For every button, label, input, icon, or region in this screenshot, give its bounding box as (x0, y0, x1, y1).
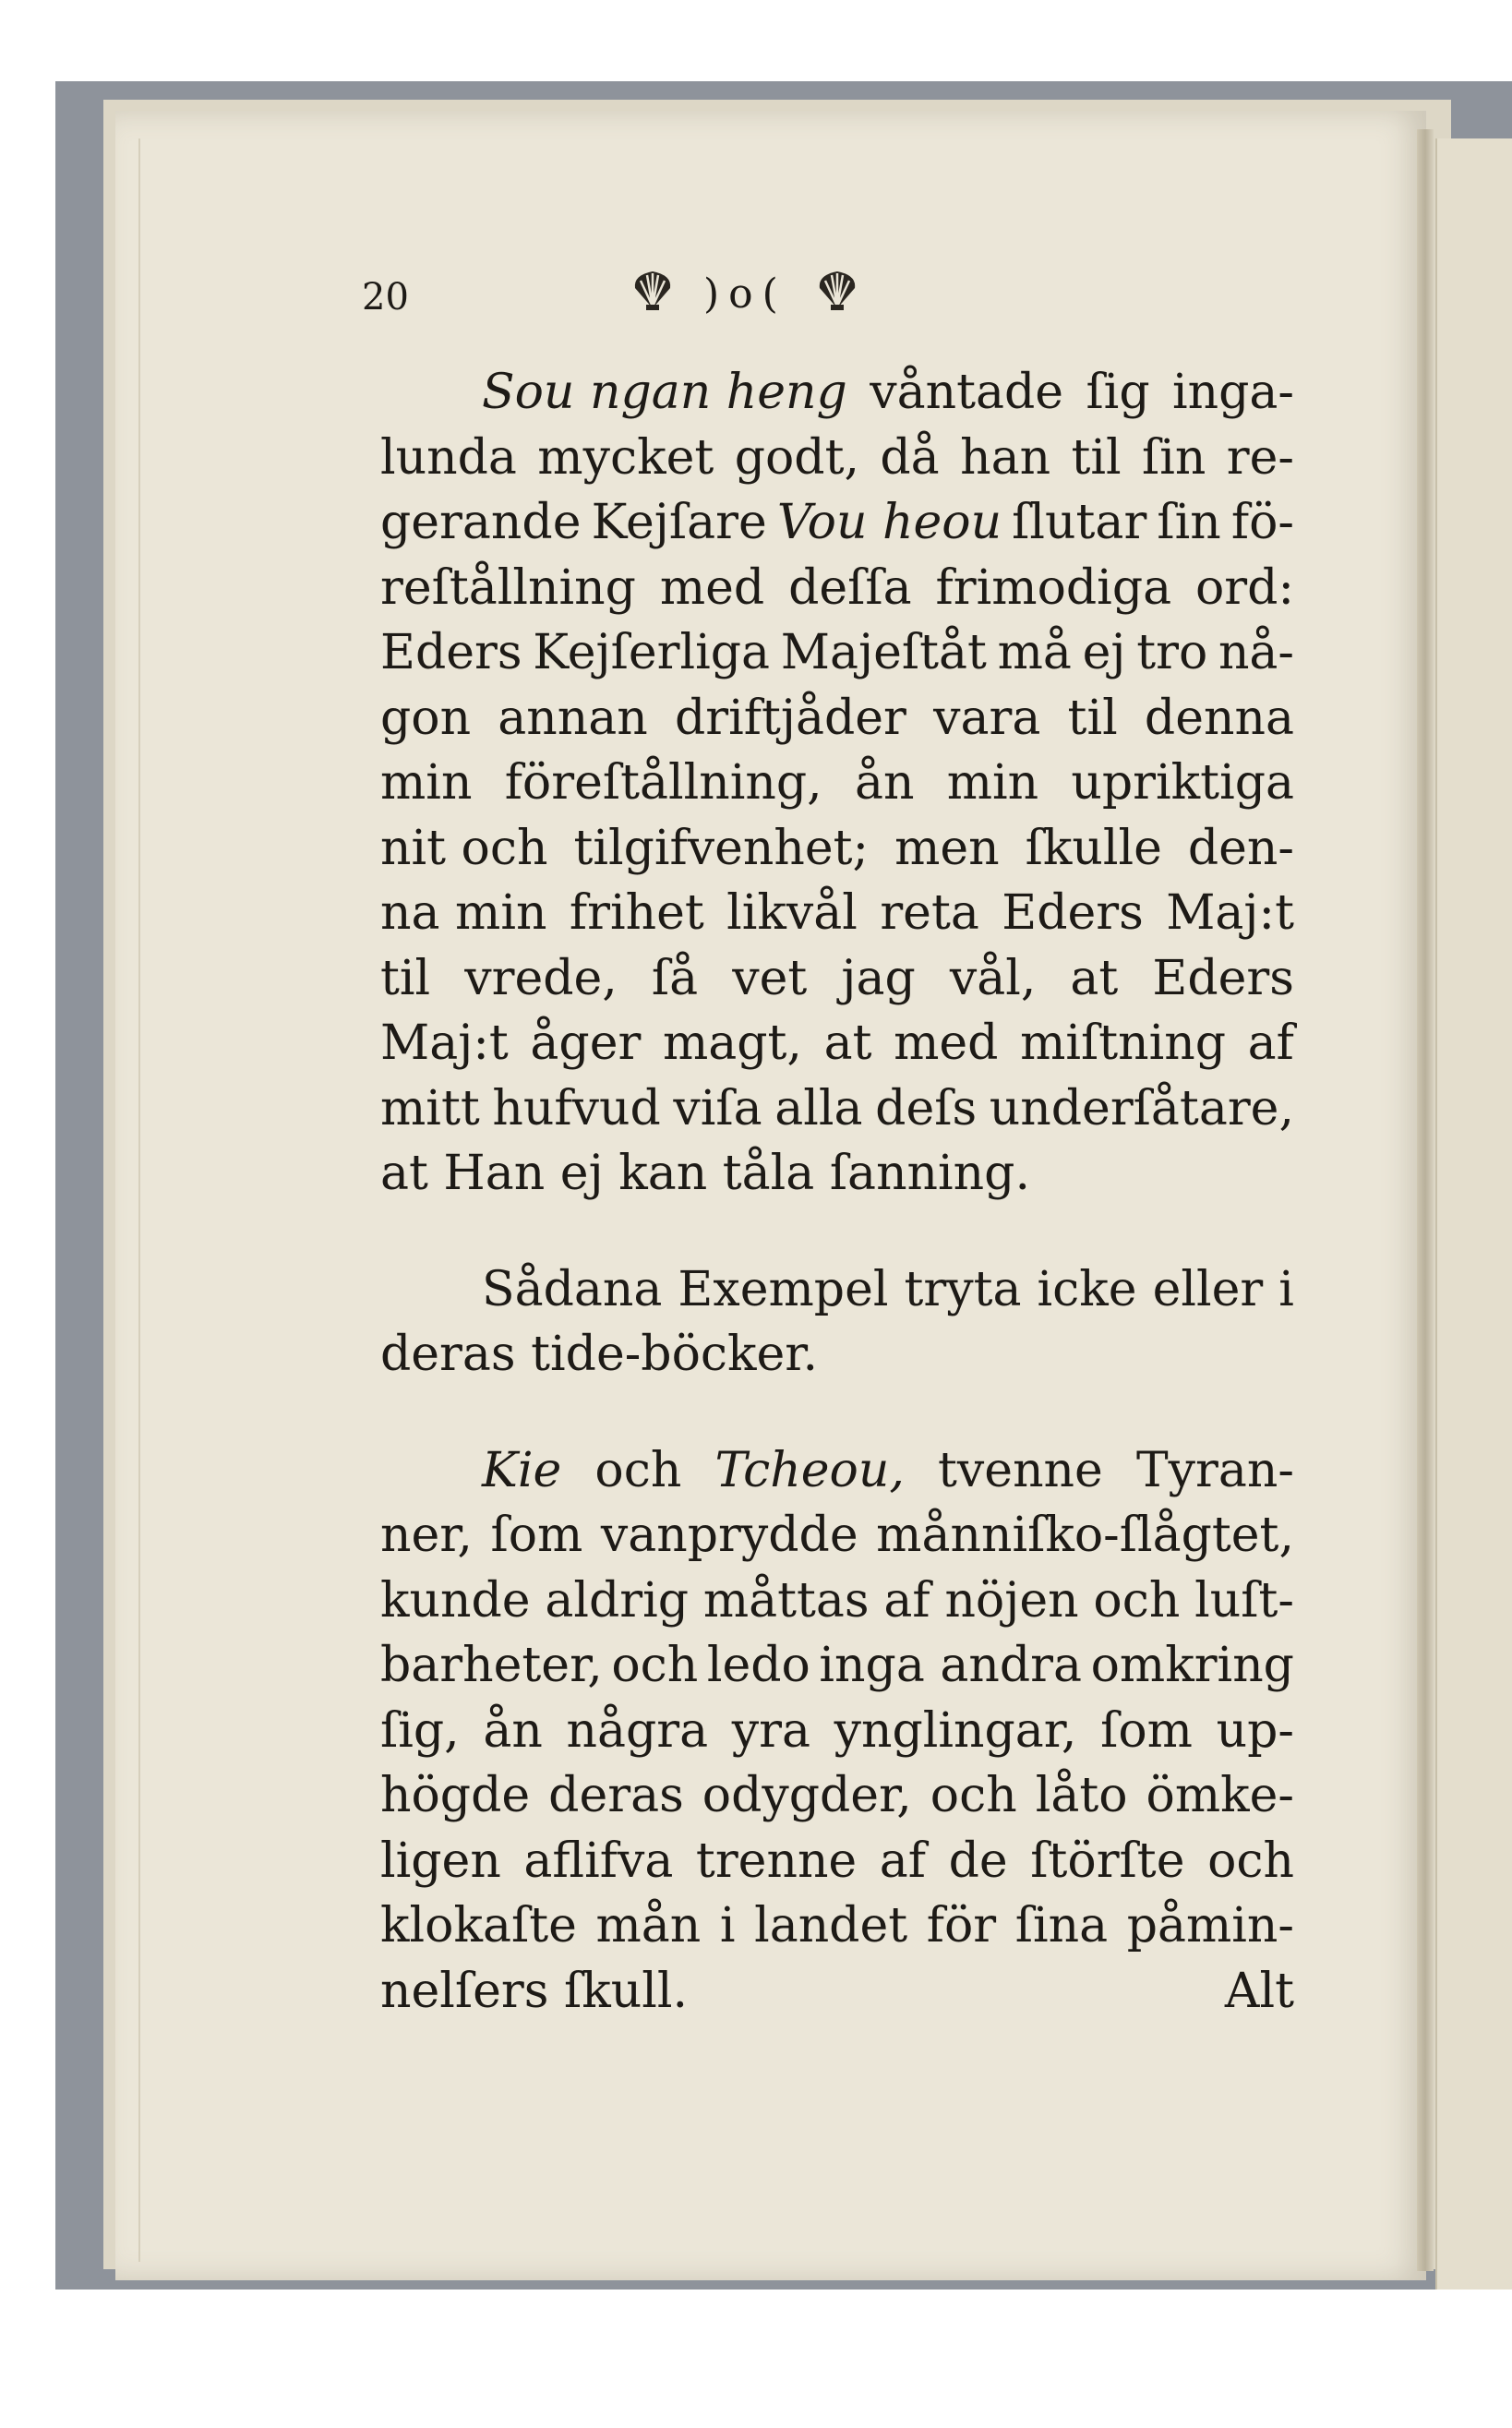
word: landet (754, 1898, 908, 1953)
text-line (380, 1503, 1294, 1569)
word: upriktiga (1071, 755, 1294, 811)
word: för (926, 1898, 997, 1953)
word: frimodiga (935, 559, 1172, 616)
word: nelſers ſkull. (380, 1963, 689, 2019)
word: ſtörſte (1030, 1833, 1185, 1889)
word: några (566, 1702, 709, 1759)
word: ner, (380, 1508, 473, 1563)
word: driftjåder (674, 690, 906, 746)
book-gutter (1417, 129, 1434, 2271)
word: Vou heou (776, 495, 1002, 550)
text-line (380, 1699, 1294, 1764)
word: ynglingar, (834, 1702, 1077, 1759)
word: aflifva (523, 1833, 674, 1889)
word: mycket (537, 429, 714, 486)
word: tvenne (938, 1442, 1103, 1498)
word: föreſtållning, (504, 755, 822, 811)
word: Maj:t (380, 1016, 509, 1071)
text-line (380, 426, 1294, 491)
word: at (823, 1016, 872, 1071)
text-line (380, 1438, 1294, 1504)
word: gerande (380, 495, 582, 550)
word: Kejſare (591, 495, 767, 550)
word: i (719, 1898, 736, 1953)
word: mitt (380, 1080, 480, 1136)
text-line (380, 816, 1294, 882)
word: lunda (380, 429, 517, 486)
word: fö- (1230, 495, 1294, 550)
word: nit och (380, 820, 548, 876)
word: ligen (380, 1833, 501, 1889)
word: af (1247, 1016, 1294, 1071)
word: vet (732, 950, 808, 1006)
page-header (362, 268, 1313, 323)
word: med (894, 1016, 999, 1071)
word: at Han ej kan tåla ſanning. (380, 1146, 1030, 1201)
word: då (880, 429, 940, 486)
word: ſom (1100, 1702, 1193, 1759)
text-line (380, 1633, 1294, 1699)
word: Tcheou, (714, 1442, 905, 1498)
word: Kejſerliga (533, 625, 771, 680)
word: barheter, (380, 1638, 603, 1693)
shell-ornament-icon (630, 268, 676, 312)
word: deſſa (788, 559, 912, 616)
catchword-spacer (688, 1959, 1225, 2025)
word: annan (498, 690, 648, 746)
catchword: Alt (1224, 1963, 1294, 2019)
word: de (948, 1833, 1008, 1889)
word: vara (933, 690, 1041, 746)
word: min (380, 755, 473, 811)
header-mark: )o( (703, 270, 787, 318)
word: min (946, 755, 1039, 811)
word: eller (1152, 1261, 1264, 1317)
text-line (380, 1893, 1294, 1959)
word: underſåtare, (989, 1080, 1294, 1136)
text-line (380, 751, 1294, 816)
word: vål, (949, 950, 1037, 1006)
text-line (380, 1141, 1294, 1207)
word: låto (1035, 1768, 1128, 1823)
word: reſtållning (380, 559, 636, 616)
word: Eders (1002, 885, 1144, 941)
word: Kie (482, 1442, 562, 1498)
text-line (380, 1076, 1294, 1142)
word: Sou ngan heng (482, 365, 847, 420)
word: Maj:t (1166, 885, 1294, 941)
word: tilgifvenhet; (573, 820, 870, 876)
text-line (380, 686, 1294, 751)
text-line (380, 490, 1294, 556)
text-line (380, 1959, 1294, 2025)
word: kunde (380, 1572, 531, 1629)
text-line (380, 946, 1294, 1012)
word: na min (380, 885, 547, 941)
text-line (380, 620, 1294, 686)
word: Eders (380, 625, 522, 680)
word: mån (595, 1898, 702, 1953)
word: våntade (870, 365, 1064, 420)
word: likvål (726, 885, 858, 941)
text-line (380, 881, 1294, 946)
word: re- (1226, 429, 1294, 486)
paragraph-gap (380, 1207, 1294, 1257)
word: ſlutar (1012, 495, 1147, 550)
word: ſig (1086, 365, 1150, 420)
text-line (380, 556, 1294, 621)
word: ömke- (1146, 1768, 1294, 1823)
word: ſå (651, 950, 699, 1006)
word: hufvud (492, 1080, 661, 1136)
word: af (883, 1572, 930, 1629)
word: månniſko-ſlågtet, (876, 1508, 1294, 1563)
word: denna (1144, 690, 1294, 746)
text-line (380, 1257, 1294, 1323)
word: ej (1082, 625, 1126, 680)
word: Tyran- (1135, 1442, 1294, 1498)
word: inga- (1172, 365, 1294, 420)
word: vanprydde (600, 1508, 858, 1563)
word: tro (1136, 625, 1208, 680)
word: tryta (904, 1261, 1022, 1317)
word: den- (1187, 820, 1294, 876)
word: luſt- (1194, 1572, 1294, 1629)
word: ſkulle (1025, 820, 1162, 876)
word: nå- (1218, 625, 1294, 680)
word: påmin- (1126, 1898, 1294, 1953)
shell-ornament-icon (814, 268, 860, 312)
facing-page-edge (1435, 138, 1512, 2290)
text-line (380, 1322, 1294, 1388)
text-line (380, 1829, 1294, 1894)
word: högde (380, 1768, 531, 1823)
word: alla (774, 1080, 863, 1136)
word: Exempel (678, 1261, 889, 1317)
word: ſin (1157, 495, 1221, 550)
word: men (894, 820, 1000, 876)
word: godt, (734, 429, 859, 486)
word: och (1093, 1572, 1181, 1629)
word: ord: (1195, 559, 1294, 616)
word: frihet (569, 885, 704, 941)
word: at (1070, 950, 1119, 1006)
word: och (1207, 1833, 1294, 1889)
word: nöjen (944, 1572, 1079, 1629)
word: til (1067, 690, 1118, 746)
word: inga andra (819, 1638, 1082, 1693)
word: odygder, (702, 1768, 912, 1823)
word: deſs (875, 1080, 978, 1136)
word: trenne (695, 1833, 858, 1889)
word: omkring (1090, 1638, 1294, 1693)
word: ſig, (380, 1702, 460, 1759)
word: viſa (673, 1080, 762, 1136)
word: i (1278, 1261, 1294, 1317)
word: ſina (1014, 1898, 1109, 1953)
word: gon (380, 690, 472, 746)
word: til (1071, 429, 1122, 486)
word: miſtning (1020, 1016, 1227, 1071)
word: jag (841, 950, 916, 1006)
word: klokaſte (380, 1898, 577, 1953)
word: Sådana (482, 1261, 663, 1317)
word: ſin (1142, 429, 1206, 486)
word: aldrig (545, 1572, 690, 1629)
word: af (879, 1833, 927, 1889)
text-line (380, 1763, 1294, 1829)
word: vrede, (464, 950, 618, 1006)
word: och (611, 1638, 699, 1693)
word: ån (483, 1702, 543, 1759)
word: ſom (490, 1508, 583, 1563)
word: med (659, 559, 765, 616)
paragraph-gap (380, 1388, 1294, 1438)
word: magt, (662, 1016, 802, 1071)
word: åger (530, 1016, 642, 1071)
word: Majeſtåt (780, 625, 987, 680)
text-line (380, 1569, 1294, 1634)
text-line (380, 1011, 1294, 1076)
word: och (930, 1768, 1017, 1823)
word: Eders (1152, 950, 1294, 1006)
text-line (380, 360, 1294, 426)
word: och (594, 1442, 682, 1498)
word: yra (731, 1702, 810, 1759)
word: ledo (706, 1638, 810, 1693)
body-text (380, 360, 1294, 2024)
word: han (960, 429, 1051, 486)
word: icke (1037, 1261, 1137, 1317)
word: deras (548, 1768, 684, 1823)
word: må (997, 625, 1072, 680)
word: ån (854, 755, 915, 811)
word: måttas (702, 1572, 870, 1629)
page-number: 20 (362, 276, 409, 319)
word: up- (1216, 1702, 1294, 1759)
word: til (380, 950, 431, 1006)
word: reta (880, 885, 979, 941)
word: deras tide-böcker. (380, 1327, 818, 1382)
